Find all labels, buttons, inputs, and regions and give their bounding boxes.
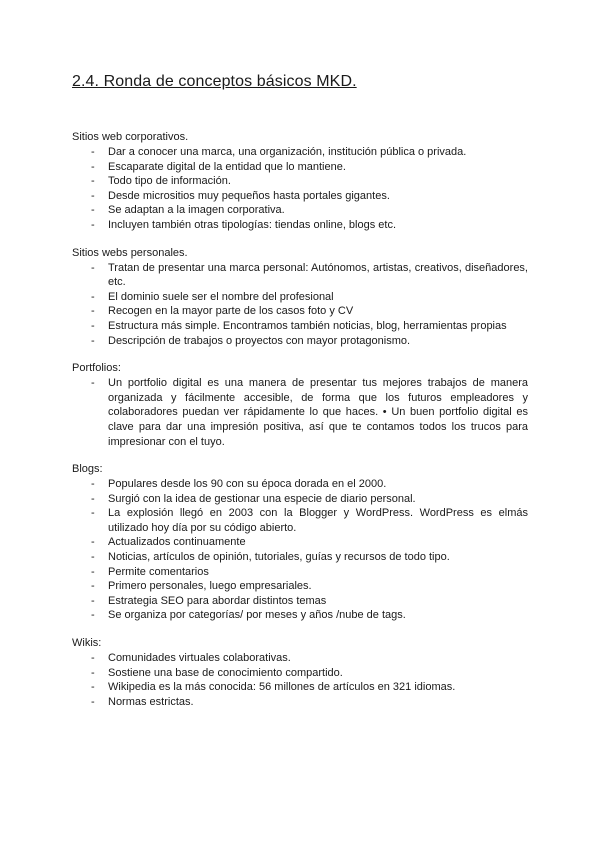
list-item: - Recogen en la mayor parte de los casos foto y CV [72, 304, 528, 319]
list-item: - Un portfolio digital es una manera de presentar tus mejores trabajos de manera organizada y fácilmente accesible, de forma que los futuros empleadores y colaboradores puedan ver rápidamente lo que haces. • Un buen portfolio digital es clave para dar una impresión positiva, así que te contamos todos los trucos para impresionar con el tuyo. [72, 376, 528, 449]
list-item: - Sostiene una base de conocimiento compartido. [72, 666, 528, 681]
bullet-list [72, 376, 528, 449]
section-heading: Blogs: [72, 463, 103, 476]
section-heading: Sitios webs personales. [72, 246, 188, 259]
list-item: - La explosión llegó en 2003 con la Blogger y WordPress. WordPress es elmás utilizado hoy día por su código abierto. [72, 506, 528, 535]
bullet-list [72, 261, 528, 349]
list-item: - Actualizados continuamente [72, 535, 528, 550]
list-item: - Comunidades virtuales colaborativas. [72, 651, 528, 666]
list-item: - Se organiza por categorías/ por meses y años /nube de tags. [72, 608, 528, 623]
list-item: - Se adaptan a la imagen corporativa. [72, 203, 528, 218]
section-heading: Portfolios: [72, 362, 121, 375]
section-heading: Wikis: [72, 637, 102, 650]
list-item: - Estructura más simple. Encontramos también noticias, blog, herramientas propias [72, 319, 528, 334]
list-item: - Primero personales, luego empresariales. [72, 579, 528, 594]
section-heading: Sitios web corporativos. [72, 131, 189, 143]
section-corporate-sites [72, 130, 528, 233]
section-blogs [72, 462, 528, 623]
section-wikis [72, 636, 528, 709]
list-item: - Estrategia SEO para abordar distintos temas [72, 594, 528, 609]
bullet-list [72, 651, 528, 709]
list-item: - Desde micrositios muy pequeños hasta portales gigantes. [72, 189, 528, 204]
list-item: - Tratan de presentar una marca personal: Autónomos, artistas, creativos, diseñadores, etc. [72, 261, 528, 290]
list-item: - Wikipedia es la más conocida: 56 millones de artículos en 321 idiomas. [72, 680, 528, 695]
list-item: - Populares desde los 90 con su época dorada en el 2000. [72, 477, 528, 492]
bullet-list [72, 145, 528, 233]
list-item: - Permite comentarios [72, 565, 528, 580]
list-item: - El dominio suele ser el nombre del profesional [72, 290, 528, 305]
list-item: - Normas estrictas. [72, 695, 528, 710]
list-item: - Descripción de trabajos o proyectos con mayor protagonismo. [72, 334, 528, 349]
list-item: - Noticias, artículos de opinión, tutoriales, guías y recursos de todo tipo. [72, 550, 528, 565]
page-title: 2.4. Ronda de conceptos básicos MKD. [72, 73, 357, 90]
section-personal-sites [72, 246, 528, 349]
list-item: - Dar a conocer una marca, una organización, institución pública o privada. [72, 145, 528, 160]
list-item: - Surgió con la idea de gestionar una especie de diario personal. [72, 492, 528, 507]
section-portfolios [72, 361, 528, 449]
list-item: - Todo tipo de información. [72, 174, 528, 189]
list-item: - Incluyen también otras tipologías: tiendas online, blogs etc. [72, 218, 528, 233]
bullet-list [72, 477, 528, 623]
list-item: - Escaparate digital de la entidad que lo mantiene. [72, 160, 528, 175]
